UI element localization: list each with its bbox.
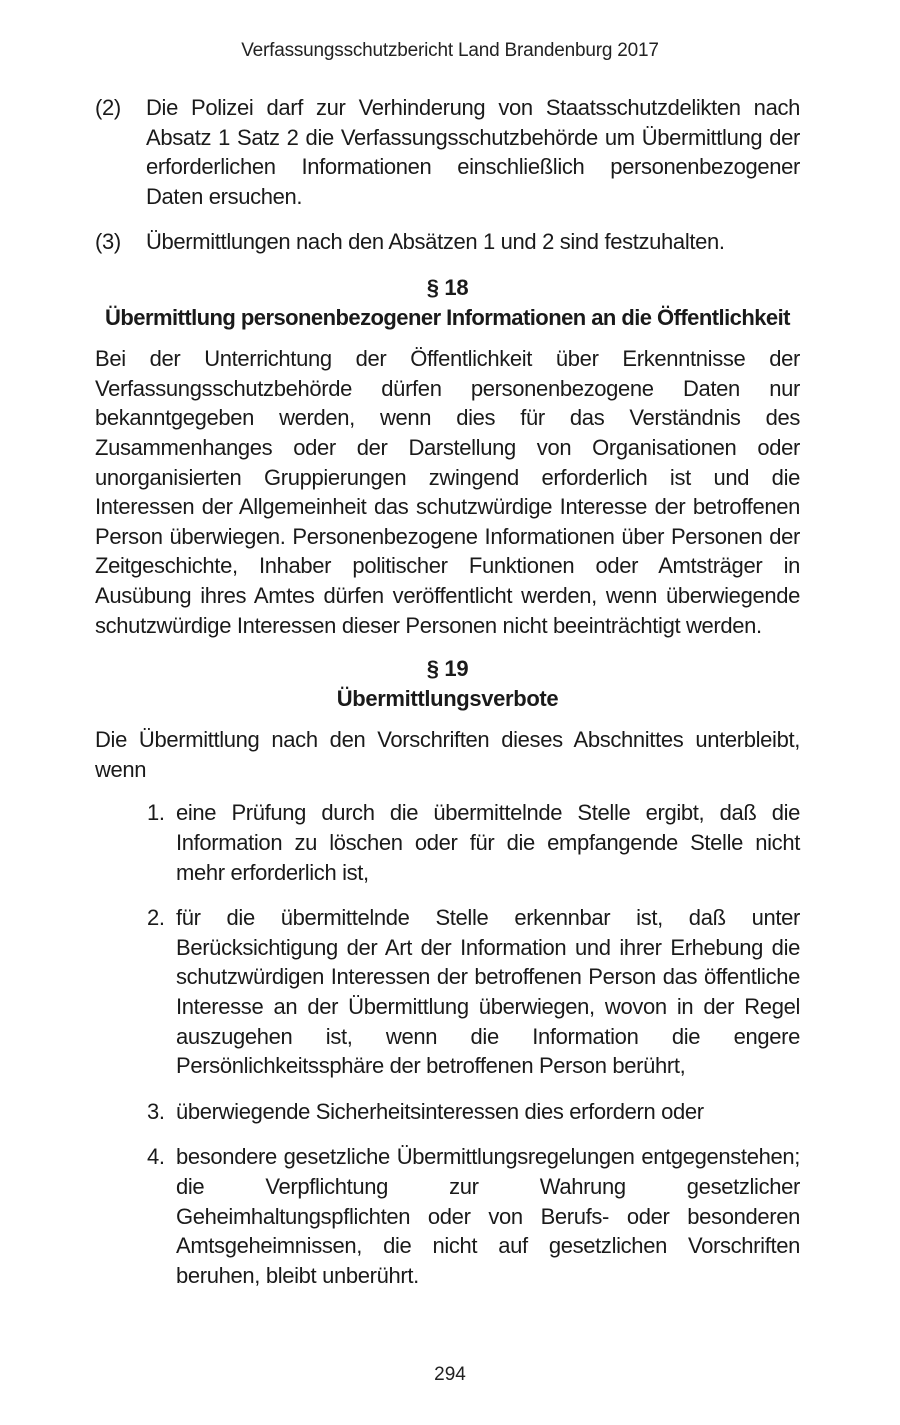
list-item-text: eine Prüfung durch die übermittelnde Stelle ergibt, daß die Information zu löschen oder für die empfangende Stelle nicht mehr erforderlich ist, [176,800,800,885]
paragraph-number: (3) [95,229,121,255]
section-18-body: Bei der Unterrichtung der Öffentlichkeit über Erkenntnisse der Verfassungsschutzbehörde dürfen personenbezogene Daten nur bekanntgegeben werden, wenn dies für das Verständnis des Zusammenhanges oder der Darstellung von Organisationen oder unorganisierten Gruppierungen zwingend erforderlich ist und die Interessen der Allgemeinheit das schutzwürdige Interesse der betroffenen Person überwiegen. Personenbezogene Informationen über Personen der Zeitgeschichte, Inhaber politischer Funktionen oder Amtsträger in Ausübung ihres Amtes dürfen veröffentlicht werden, wenn überwiegende schutzwürdige Interessen dieser Personen nicht beeinträchtigt werden. [95,346,800,638]
section-18-title: Übermittlung personenbezogener Informationen an die Öffentlichkeit [105,304,790,330]
list-item-number: 2. [147,905,165,931]
list-item [147,798,800,887]
paragraph-text: Die Polizei darf zur Verhinderung von Staatsschutzdelikten nach Absatz 1 Satz 2 die Verfassungsschutzbehörde um Übermittlung der erforderlichen Informationen einschließlich personenbezogener Daten ersuchen. [146,95,800,209]
list-item-text: überwiegende Sicherheitsinteressen dies erfordern oder [176,1098,704,1124]
page-content [95,93,800,1306]
section-18-number: § 18 [426,274,469,300]
section-19-intro: Die Übermittlung nach den Vorschriften dieses Abschnittes unterbleibt, wenn [95,727,800,782]
paragraph-text: Übermittlungen nach den Absätzen 1 und 2 sind festzuhalten. [146,229,725,255]
list-item-text: für die übermittelnde Stelle erkennbar ist, daß unter Berücksichtigung der Art der Information und ihrer Erhebung die schutzwürdigen Interessen der betroffenen Person das öffentliche Interesse an der Übermittlung überwiegen, wovon in der Regel auszugehen ist, wenn die Information die engere Persönlichkeitssphäre der betroffenen Person berührt, [176,905,800,1079]
paragraph-2 [95,93,800,211]
page-number: 294 [434,1364,466,1385]
list-item-number: 3. [147,1098,165,1124]
list-item [147,1142,800,1290]
list-item-text: besondere gesetzliche Übermittlungsregelungen entgegenstehen; die Verpflichtung zur Wahrung gesetzlicher Geheimhaltungspflichten oder von Berufs- oder besonderen Amtsgeheimnissen, die nicht auf gesetzlichen Vorschriften beruhen, bleibt unberührt. [176,1144,800,1288]
running-header: Verfassungsschutzbericht Land Brandenburg 2017 [241,40,659,61]
list-item [147,1097,800,1127]
section-19-title: Übermittlungsverbote [336,685,559,711]
section-19-list [95,798,800,1290]
list-item-number: 1. [147,800,165,826]
paragraph-number: (2) [95,95,121,120]
section-19-number: § 19 [426,656,469,682]
list-item [147,903,800,1081]
paragraph-3 [95,227,800,257]
list-item-number: 4. [147,1144,165,1170]
